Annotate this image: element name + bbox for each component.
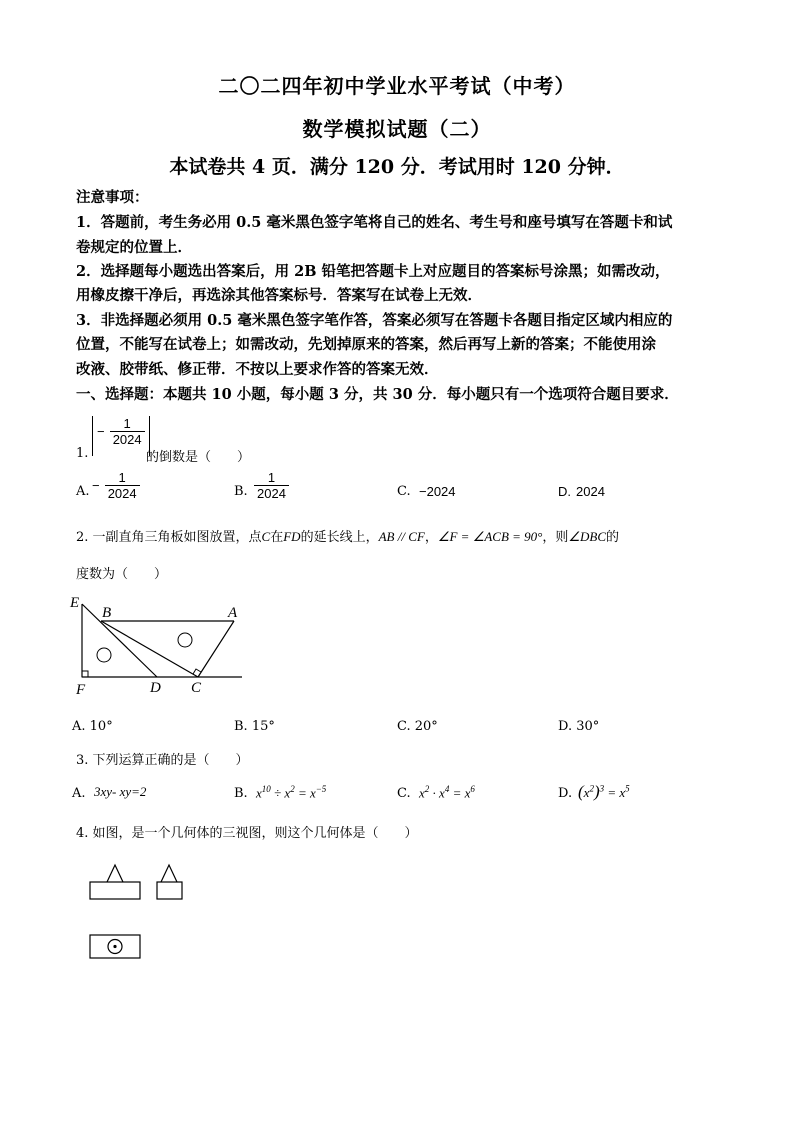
label-c: C [191,680,202,696]
q2-triangle-diagram [66,590,256,700]
q3-option-c-expr: $x^2 \cdot x^4 = x^6$ [419,784,475,801]
set-square-hole-2 [178,633,192,647]
q2-parallel-condition: AB // CF [378,529,425,544]
q1-stem: 的倒数是（ ） [146,450,251,465]
notice-item-3-line-3: 改液、胶带纸、修正带．不按以上要求作答的答案无效． [76,361,439,378]
q3-option-d-label: D. [558,786,573,801]
segment-ed [82,604,157,677]
q1-option-b-label: B. [234,484,248,499]
q2-segment-fd: FD [283,529,301,544]
notice-item-2-line-1: 2．选择题每小题选出答案后，用 2B 铅笔把答题卡上对应题目的答案标号涂黑；如需改动， [76,263,670,280]
q1-fraction-denominator: 2024 [110,431,145,447]
q3-option-d-expr: $(x^2)^3 = x^5$ [578,782,630,801]
exam-title: 二〇二四年初中学业水平考试（中考） [218,74,576,98]
q3-option-a-expr: 3xy- xy=2 [94,784,147,799]
q2-text-d: ， [424,530,438,545]
q2-text-b: 在 [270,530,284,545]
segment-bc [101,621,198,677]
q1-fraction [110,416,145,447]
side-view [157,865,182,899]
exam-info: 本试卷共 4 页．满分 120 分．考试用时 120 分钟． [169,156,625,178]
q4-stem: 4. 如图，是一个几何体的三视图，则这个几何体是（ ） [76,826,418,841]
q2-asked-angle: ∠DBC [568,529,607,544]
label-b: B [102,605,112,621]
notice-heading: 注意事项： [76,189,149,206]
label-f: F [76,682,86,698]
q1-option-a: − $\frac{1}{2024}$ [92,470,140,501]
q1-number: 1. [76,446,89,461]
q1-option-d-label: D. [558,484,571,499]
notice-item-1-line-2: 卷规定的位置上． [76,239,192,256]
q2-text-c: 的延长线上， [300,530,379,545]
q2-angle-condition: ∠F = ∠ACB = 90° [437,529,543,544]
q2-line-1 [76,526,619,545]
front-view [90,865,140,899]
q2-option-d: D. 30° [558,719,600,734]
q1-option-a-numerator: 1 [118,470,126,485]
q4-three-views [86,858,196,968]
top-view [90,935,140,958]
q3-option-c-label: C. [397,786,411,801]
q1-fraction-numerator: 1 [123,416,131,431]
exam-subtitle: 数学模拟试题（二） [302,117,492,141]
q2-line-2: 度数为（ ） [76,567,168,582]
q2-point-c: C [261,529,271,544]
right-angle-f [82,671,88,677]
label-e: E [70,595,80,611]
q2-text-f: 的 [606,530,620,545]
notice-item-1-line-1: 1．答题前，考生务必用 0.5 毫米黑色签字笔将自己的姓名、考生号和座号填写在答题卡和试 [76,214,673,231]
q1-option-c-text: −2024 [419,484,456,499]
q1-absolute-value: − $\frac{1}{2024}$ [92,416,150,456]
q3-option-a-label: A. [72,786,86,801]
q1-option-d-text: 2024 [576,484,605,499]
q2-option-a: A. 10° [72,719,113,734]
q1-option-a-label: A. [76,484,90,499]
q1-option-b [254,470,289,501]
notice-item-2-line-2: 用橡皮擦干净后，再选涂其他答案标号．答案写在试卷上无效． [76,287,482,304]
q1-option-a-denominator: 2024 [105,485,140,501]
notice-item-3-line-1: 3．非选择题必须用 0.5 毫米黑色签字笔作答，答案必须写在答题卡各题目指定区域内相应的 [76,312,673,329]
label-d: D [150,680,161,696]
q1-option-b-denominator: 2024 [254,485,289,501]
q3-option-b-label: B. [234,786,248,801]
label-a: A [228,605,238,621]
segment-ac [198,621,234,677]
q2-option-b: B. 15° [234,719,275,734]
section-1-heading: 一、选择题：本题共 10 小题，每小题 3 分，共 30 分．每小题只有一个选项符合题目要求． [76,386,679,403]
q3-stem: 3. 下列运算正确的是（ ） [76,753,249,768]
notice-item-3-line-2: 位置，不能写在试卷上；如需改动，先划掉原来的答案，然后再写上新的答案；不能使用涂 [76,336,656,353]
q2-text-a: 2. 一副直角三角板如图放置，点 [76,530,262,545]
q3-option-b-expr: $x^{10} \div x^2 = x^{-5}$ [256,784,327,801]
q2-text-e: ，则 [542,530,569,545]
q1-option-c-label: C. [397,484,411,499]
q1-option-b-numerator: 1 [267,470,276,485]
q2-option-c: C. 20° [397,719,438,734]
set-square-hole-1 [97,648,111,662]
